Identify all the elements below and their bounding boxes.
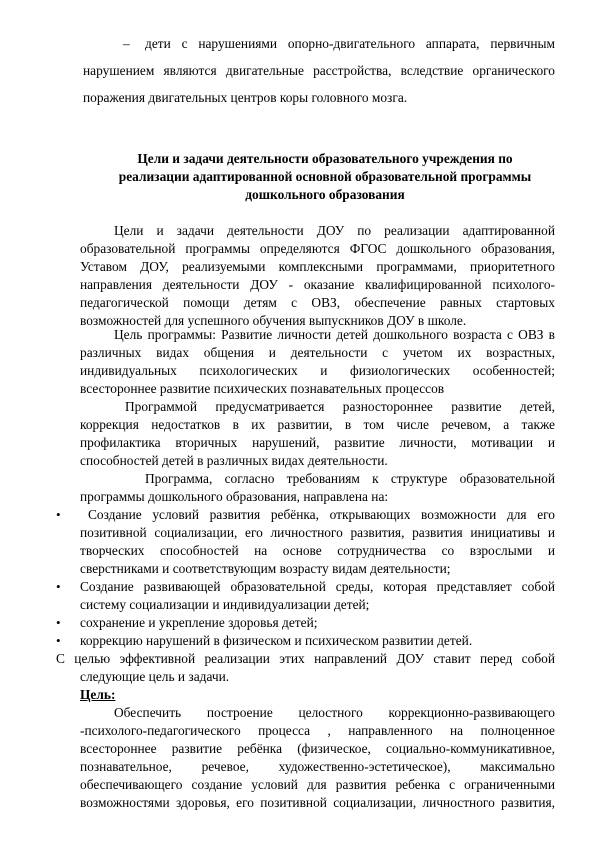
bullet-marker: • (56, 615, 61, 630)
goal-line-3: всестороннее развитие ребёнка (физическое, социально-коммуникативное, (80, 741, 555, 756)
para3-line-2: коррекция недостатков в их развитии, в том числе речевом, а также (80, 417, 555, 432)
bullet3-line-1: сохранение и укрепление здоровья детей; (80, 615, 318, 630)
para2-line-1: Цель программы: Развитие личности детей дошкольного возраста с ОВЗ в (114, 327, 555, 342)
para3-line-1: Программой предусматривается разностороннее развитие детей, (125, 399, 555, 414)
section-heading-line-3: дошкольного образования (245, 187, 405, 202)
bullet4-line-1: коррекцию нарушений в физическом и психическом развитии детей. (80, 633, 473, 648)
para5-line-1: С целью эффективной реализации этих направлений ДОУ ставит перед собой (56, 651, 555, 666)
bullet-marker: • (56, 507, 61, 522)
para3-line-4: способностей детей в различных видах деятельности. (80, 453, 388, 468)
para4-line-1: Программа, согласно требованиям к структуре образовательной (145, 471, 555, 486)
bullet2-line-2: систему социализации и индивидуализации детей; (80, 597, 370, 612)
para5-line-2: следующие цель и задачи. (80, 669, 230, 684)
para2-line-2: различных видах общения и деятельности с учетом их возрастных, (80, 345, 555, 360)
bullet-marker: • (56, 579, 61, 594)
section-heading-line-2: реализации адаптированной основной образовательной программы (118, 169, 532, 184)
bullet1-line-1: Создание условий развития ребёнка, открывающих возможности для его (88, 507, 555, 522)
para1-line-6: возможностей для успешного обучения выпускников ДОУ в школе. (80, 313, 467, 328)
bullet-marker: • (56, 633, 61, 648)
para1-line-3: Уставом ДОУ, реализуемыми комплексными программами, приоритетного (80, 259, 555, 274)
para1-line-1: Цели и задачи деятельности ДОУ по реализации адаптированной (114, 223, 555, 238)
para1-line-5: педагогической помощи детям с ОВЗ, обеспечение равных стартовых (80, 295, 555, 310)
intro-line-1: дети с нарушениями опорно-двигательного аппарата, первичным (145, 36, 555, 51)
intro-line-3: поражения двигательных центров коры головного мозга. (83, 90, 408, 105)
goal-line-6: возможностями здоровья, его позитивной социализации, личностного развития, (80, 795, 555, 810)
bullet1-line-2: позитивной социализации, его личностного развития, развития инициативы и (80, 525, 555, 540)
goal-line-4: познавательное, речевое, художественно-эстетическое), максимально (80, 759, 555, 774)
para1-line-2: образовательной программы определяются ФГОС дошкольного образования, (80, 241, 555, 256)
bullet2-line-1: Создание развивающей образовательной среды, которая представляет собой (80, 579, 555, 594)
para3-line-3: профилактика вторичных нарушений, развитие личности, мотивации и (80, 435, 555, 450)
para2-line-4: всестороннее развитие психических познавательных процессов (80, 381, 445, 396)
para4-line-2: программы дошкольного образования, направлена на: (80, 489, 389, 504)
para2-line-3: индивидуальных психологических и физиологических особенностей; (80, 363, 555, 378)
bullet1-line-3: творческих способностей на основе сотрудничества со взрослыми и (80, 543, 555, 558)
intro-line-2: нарушением являются двигательные расстройства, вследствие органического (83, 63, 555, 78)
section-heading-line-1: Цели и задачи деятельности образовательного учреждения по (137, 151, 513, 166)
goal-line-1: Обеспечить построение целостного коррекционно-развивающего (114, 705, 555, 720)
goal-line-2: -психолого-педагогического процесса , направленного на полноценное (80, 723, 555, 738)
intro-dash: – (123, 36, 130, 51)
goal-line-5: обеспечивающего создание условий для развития ребенка с ограниченными (80, 777, 555, 792)
goal-label: Цель: (80, 687, 116, 702)
bullet1-line-4: сверстниками и соответствующим возрасту видам деятельности; (80, 561, 451, 576)
para1-line-4: направления деятельности ДОУ - оказание квалифицированной психолого- (80, 277, 555, 292)
